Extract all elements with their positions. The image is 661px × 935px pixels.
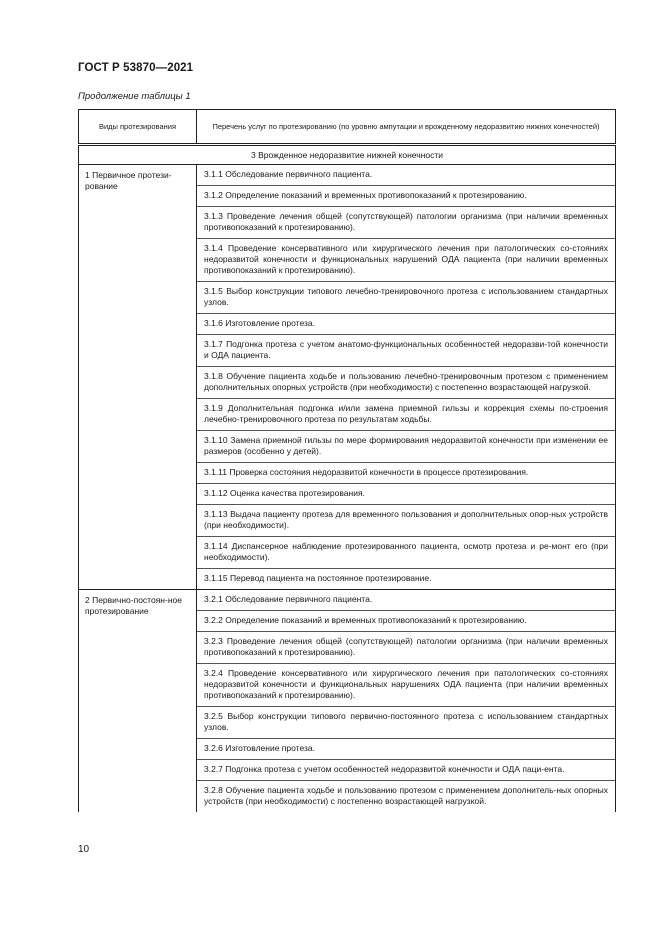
list-item: 3.1.13 Выдача пациенту протеза для временного пользования и дополнительных опор-ных устройств (при необходимости). <box>197 505 615 537</box>
list-item: 3.2.4 Проведение консервативного или хирургического лечения при патологических со-стояниях недоразвитой конечности и функциональных нарушениях ОДА пациента (при наличии временных противопоказаний к протезированию). <box>197 664 615 707</box>
section-title: 3 Врожденное недоразвитие нижней конечности <box>79 145 616 165</box>
services-table <box>78 109 616 812</box>
list-item: 3.1.12 Оценка качества протезирования. <box>197 484 615 505</box>
list-item: 3.2.1 Обследование первичного пациента. <box>197 590 615 611</box>
standard-code: ГОСТ Р 53870—2021 <box>78 62 194 74</box>
page-number: 10 <box>78 844 90 855</box>
list-item: 3.1.14 Диспансерное наблюдение протезированного пациента, осмотр протеза и ре-монт его (при необходимости). <box>197 537 615 569</box>
list-item: 3.1.11 Проверка состояния недоразвитой конечности в процессе протезирования. <box>197 463 615 484</box>
table-row <box>79 590 616 813</box>
list-item: 3.2.8 Обучение пациента ходьбе и пользованию протезом с применением дополнитель-ных опорных устройств (при необходимости) с постепенно возрастающей нагрузкой. <box>204 785 608 806</box>
section-row <box>79 145 616 165</box>
list-item: 3.1.4 Проведение консервативного или хирургического лечения при патологических со-стояниях недоразвитой конечности и функциональных нарушений ОДА пациента (при наличии временных противопоказаний к протезированию). <box>197 239 615 282</box>
list-item: 3.1.8 Обучение пациента ходьбе и пользованию лечебно-тренировочным протезом с применением дополнительных опорных устройств (при необходимости) с постепенно возрастающей нагрузкой. <box>197 367 615 399</box>
list-item: 3.1.7 Подгонка протеза с учетом анатомо-функциональных особенностей недоразви-той конечности и ОДА пациента. <box>197 335 615 367</box>
table-row <box>79 165 616 590</box>
list-item: 3.1.10 Замена приемной гильзы по мере формирования недоразвитой конечности при изменении ее размеров (особенно у детей). <box>197 431 615 463</box>
list-item: 3.1.9 Дополнительная подгонка и/или замена приемной гильзы и коррекция схемы по-строения лечебно-тренировочного протеза по результатам ходьбы. <box>197 399 615 431</box>
column-header-services: Перечень услуг по протезированию (по уровню ампутации и врожденному недоразвитию нижних конечностей) <box>197 110 616 145</box>
list-item: 3.1.1 Обследование первичного пациента. <box>197 165 615 186</box>
list-item: 3.2.3 Проведение лечения общей (сопутствующей) патологии организма (при наличии временных противопоказаний к протезированию). <box>197 632 615 664</box>
list-item: 3.2.7 Подгонка протеза с учетом особенностей недоразвитой конечности и ОДА паци-ента. <box>197 760 615 781</box>
column-header-types: Виды протезирования <box>79 110 197 145</box>
list-item: 3.2.6 Изготовление протеза. <box>197 739 615 760</box>
services-cell <box>197 165 616 590</box>
table-header-row <box>79 110 616 145</box>
type-cell: 2 Первично-постоян-ное протезирование <box>79 590 197 813</box>
services-cell <box>197 590 616 813</box>
type-cell: 1 Первичное протези-рование <box>79 165 197 590</box>
list-item: 3.1.5 Выбор конструкции типового лечебно-тренировочного протеза с использованием стандартных узлов. <box>197 282 615 314</box>
list-item: 3.2.5 Выбор конструкции типового первично-постоянного протеза с использованием стандартных узлов. <box>197 707 615 739</box>
list-item: 3.1.3 Проведение лечения общей (сопутствующей) патологии организма (при наличии временных противопоказаний к протезированию). <box>197 207 615 239</box>
list-item: 3.1.15 Перевод пациента на постоянное протезирование. <box>204 573 432 583</box>
list-item: 3.1.6 Изготовление протеза. <box>197 314 615 335</box>
list-item: 3.1.2 Определение показаний и временных противопоказаний к протезированию. <box>197 186 615 207</box>
table-continuation-label: Продолжение таблицы 1 <box>78 91 191 102</box>
list-item: 3.2.2 Определение показаний и временных противопоказаний к протезированию. <box>197 611 615 632</box>
